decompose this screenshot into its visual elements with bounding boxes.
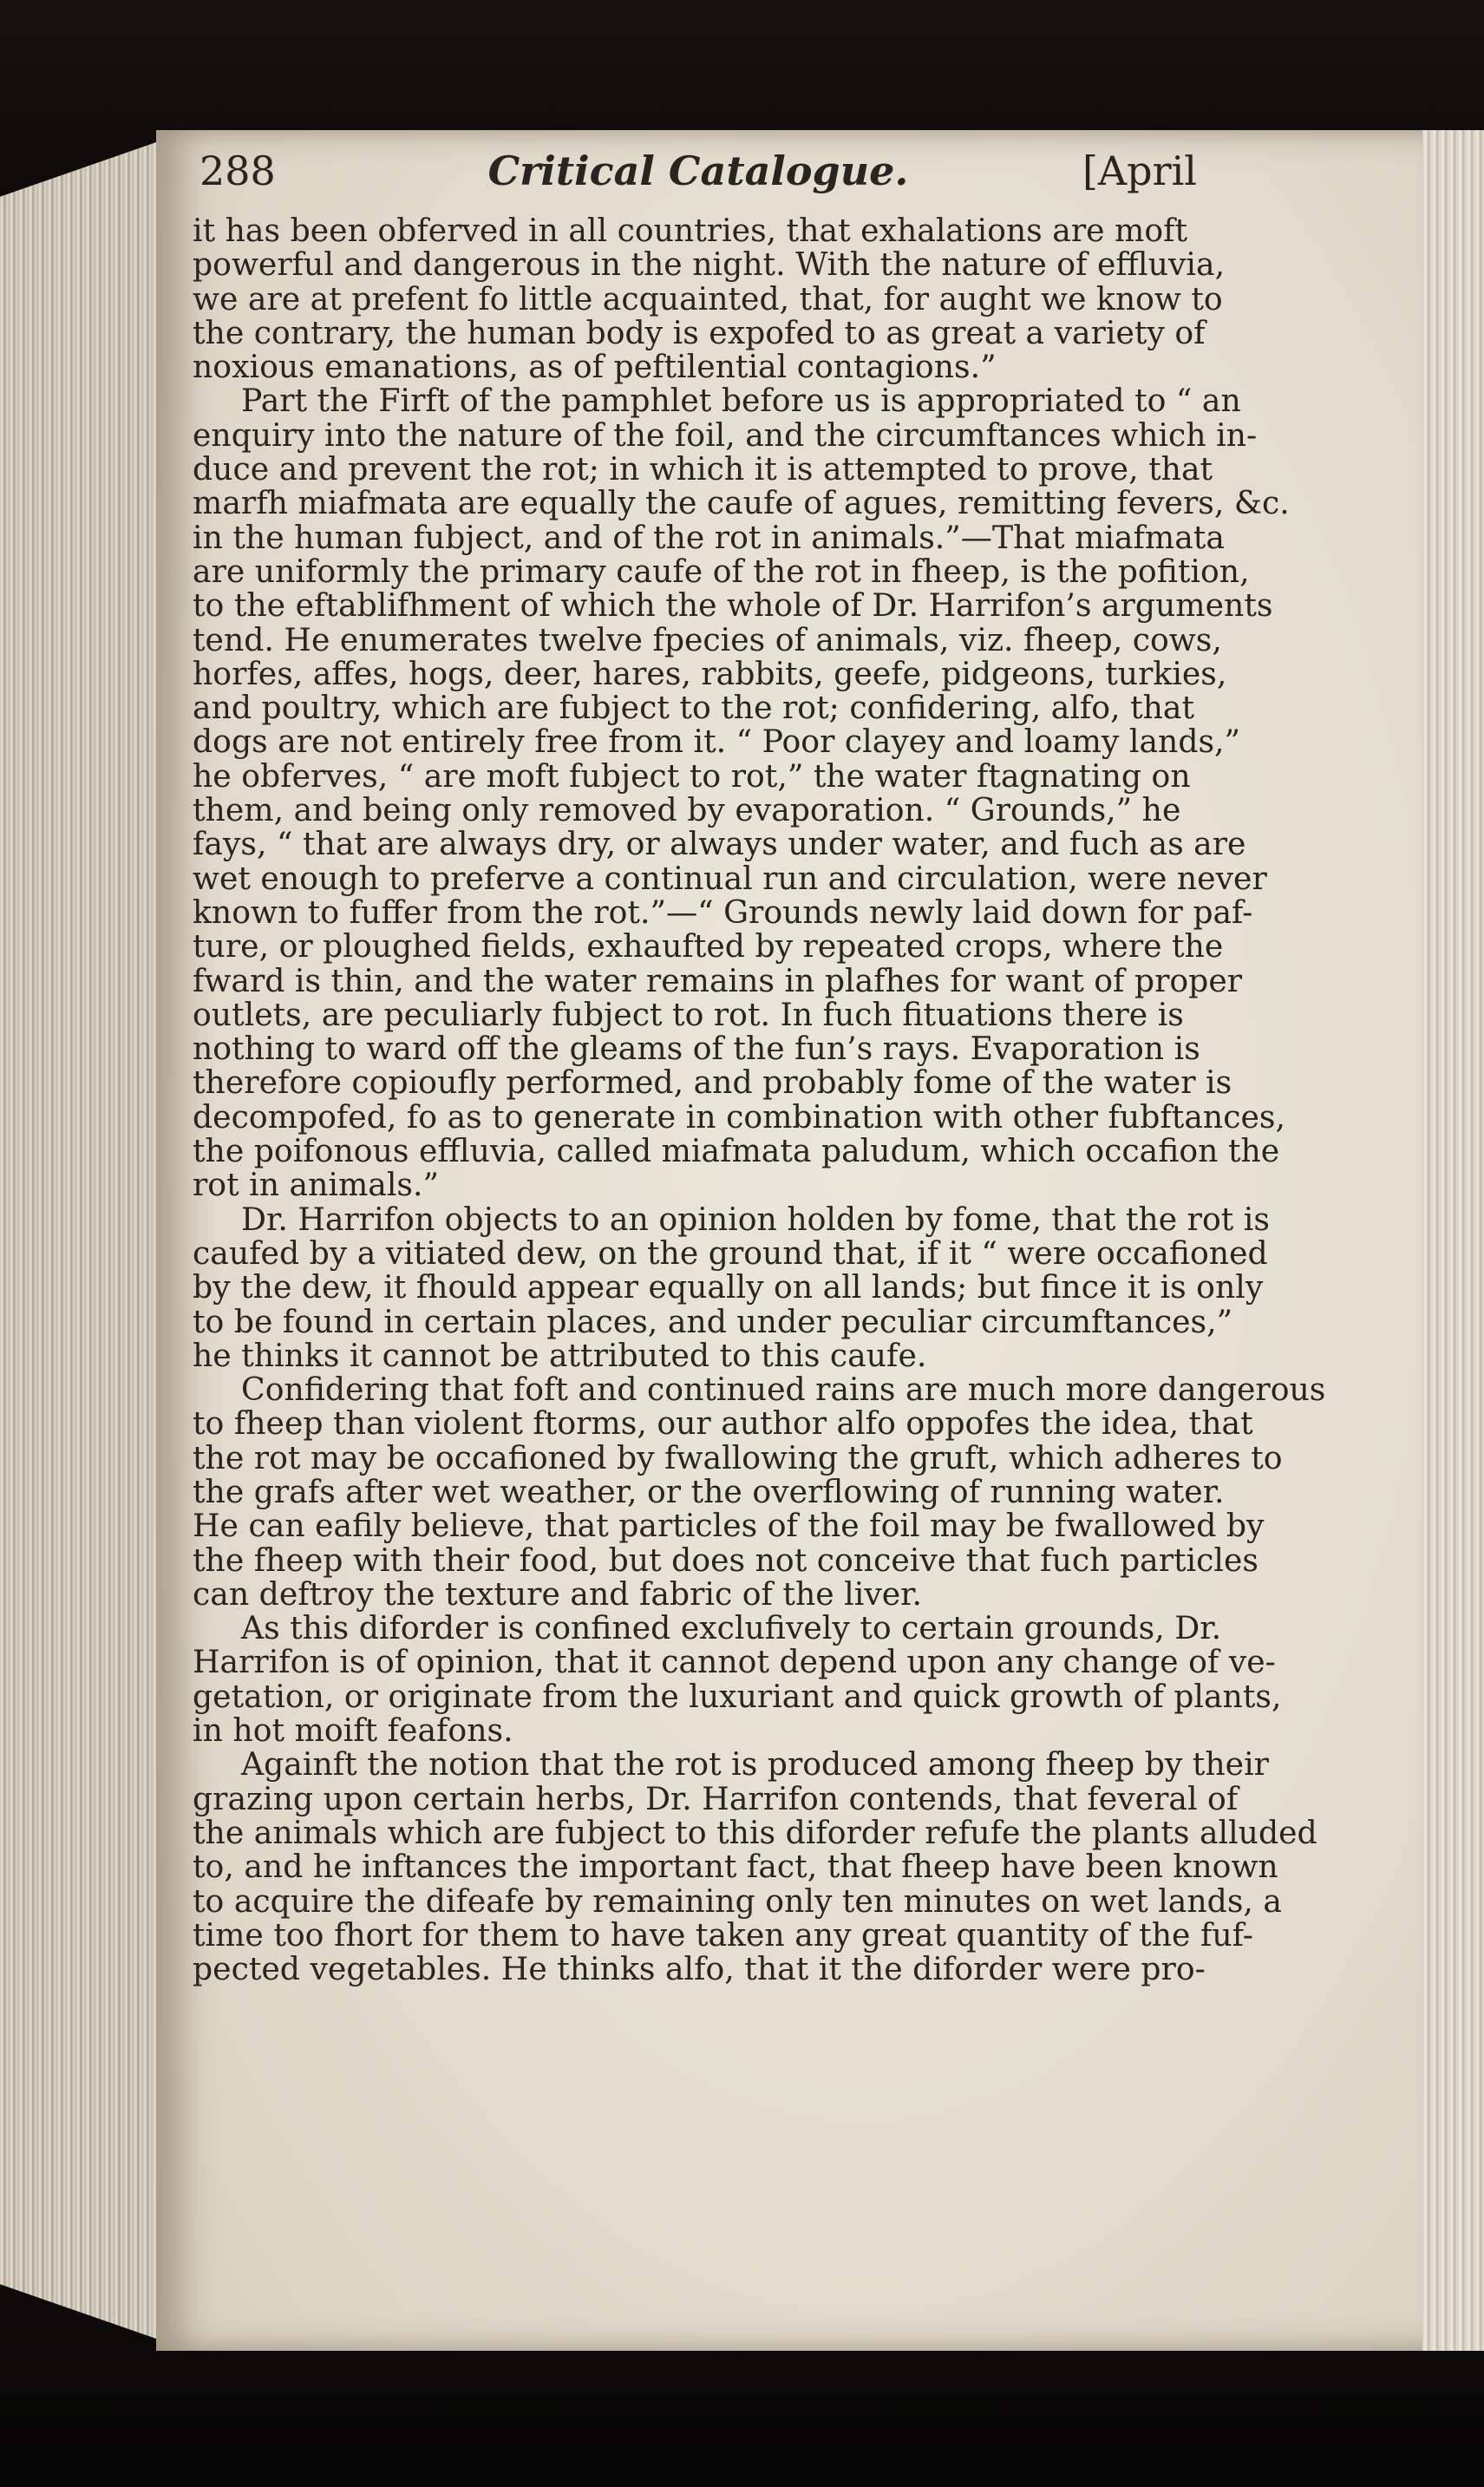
text-line: dogs are not entirely free from it. “ Poor clayey and loamy lands,”: [193, 723, 1241, 761]
text-line: the rot may be occafioned by fwallowing the gruft, which adheres to: [193, 1438, 1283, 1476]
text-line: time too fhort for them to have taken any great quantity of the fuf-: [193, 1915, 1253, 1954]
page-header: [199, 147, 1197, 200]
text-line: the grafs after wet weather, or the overflowing of running water.: [193, 1472, 1225, 1510]
text-line: to acquire the difeafe by remaining only ten minutes on wet lands, a: [193, 1882, 1282, 1920]
text-line: it has been obferved in all countries, that exhalations are moft: [193, 212, 1188, 249]
text-line: he thinks it cannot be attributed to this caufe.: [193, 1336, 927, 1374]
text-line: we are at prefent fo little acquainted, that, for aught we know to: [193, 279, 1223, 317]
text-line: getation, or originate from the luxuriant and quick growth of plants,: [193, 1677, 1282, 1715]
running-head-month: [April: [1082, 147, 1197, 194]
text-line: and poultry, which are fubject to the rot; confidering, alfo, that: [193, 689, 1195, 727]
text-line: therefore copioufly performed, and probably fome of the water is: [193, 1064, 1232, 1102]
text-line: Part the Firft of the pamphlet before us is appropriated to “ an: [241, 382, 1241, 420]
text-line: rot in animals.”: [193, 1166, 440, 1204]
text-line: grazing upon certain herbs, Dr. Harrifon contends, that feveral of: [193, 1779, 1239, 1817]
page-body-text: [193, 212, 1326, 1988]
text-line: by the dew, it fhould appear equally on all lands; but fince it is only: [193, 1268, 1264, 1306]
text-line: to fheep than violent ftorms, our author alfo oppofes the idea, that: [193, 1404, 1253, 1443]
text-line: wet enough to preferve a continual run and circulation, were never: [193, 859, 1267, 897]
text-line: ture, or ploughed fields, exhaufted by repeated crops, where the: [193, 927, 1224, 965]
text-line: He can eafily believe, that particles of the foil may be fwallowed by: [193, 1507, 1265, 1545]
text-line: to, and he inftances the important fact, that fheep have been known: [193, 1848, 1278, 1886]
text-line: enquiry into the nature of the foil, and the circumftances which in-: [193, 416, 1258, 454]
text-line: caufed by a vitiated dew, on the ground that, if it “ were occafioned: [193, 1234, 1268, 1272]
text-line: Againft the notion that the rot is produced among fheep by their: [241, 1745, 1269, 1783]
text-line: in the human fubject, and of the rot in animals.”—That miafmata: [193, 518, 1225, 556]
text-line: outlets, are peculiarly fubject to rot. In fuch fituations there is: [193, 995, 1184, 1033]
page-number: 288: [199, 147, 276, 194]
text-line: the fheep with their food, but does not conceive that fuch particles: [193, 1541, 1258, 1579]
text-line: in hot moift feafons.: [193, 1711, 513, 1750]
text-line: the poifonous effluvia, called miafmata paludum, which occafion the: [193, 1132, 1280, 1170]
text-line: the animals which are fubject to this diforder refufe the plants alluded: [193, 1813, 1317, 1851]
text-line: can deftroy the texture and fabric of the liver.: [193, 1574, 923, 1613]
text-line: powerful and dangerous in the night. With the nature of effluvia,: [193, 245, 1226, 284]
running-head: Critical Catalogue.: [487, 147, 909, 194]
text-line: fward is thin, and the water remains in plafhes for want of proper: [193, 961, 1243, 999]
text-line: he obferves, “ are moft fubject to rot,” the water ftagnating on: [193, 756, 1191, 795]
text-line: to the eftablifhment of which the whole of Dr. Harrifon’s arguments: [193, 586, 1273, 625]
text-line: pected vegetables. He thinks alfo, that it the diforder were pro-: [193, 1950, 1206, 1988]
text-line: horfes, affes, hogs, deer, hares, rabbits, geefe, pidgeons, turkies,: [193, 654, 1227, 692]
text-line: Dr. Harrifon objects to an opinion holden by fome, that the rot is: [241, 1200, 1270, 1238]
text-line: noxious emanations, as of peftilential contagions.”: [193, 348, 997, 386]
text-line: duce and prevent the rot; in which it is attempted to prove, that: [193, 450, 1213, 488]
text-line: known to fuffer from the rot.”—“ Grounds newly laid down for paf-: [193, 893, 1253, 931]
text-line: fays, “ that are always dry, or always under water, and fuch as are: [193, 825, 1246, 863]
text-line: them, and being only removed by evaporation. “ Grounds,” he: [193, 791, 1181, 829]
text-line: nothing to ward off the gleams of the fun’s rays. Evaporation is: [193, 1030, 1200, 1068]
text-line: Confidering that foft and continued rains are much more dangerous: [241, 1371, 1326, 1409]
text-line: decompofed, fo as to generate in combination with other fubftances,: [193, 1097, 1285, 1136]
text-line: marfh miafmata are equally the caufe of agues, remitting fevers, &c.: [193, 484, 1290, 522]
text-line: the contrary, the human body is expofed to as great a variety of: [193, 313, 1206, 351]
text-line: tend. He enumerates twelve fpecies of animals, viz. fheep, cows,: [193, 620, 1222, 658]
text-line: As this diforder is confined exclufively to certain grounds, Dr.: [241, 1609, 1222, 1647]
text-line: to be found in certain places, and under peculiar circumftances,”: [193, 1302, 1233, 1340]
right-page-edges: [1422, 130, 1484, 2351]
text-line: are uniformly the primary caufe of the rot in fheep, is the pofition,: [193, 552, 1250, 590]
text-line: Harrifon is of opinion, that it cannot depend upon any change of ve-: [193, 1643, 1276, 1681]
